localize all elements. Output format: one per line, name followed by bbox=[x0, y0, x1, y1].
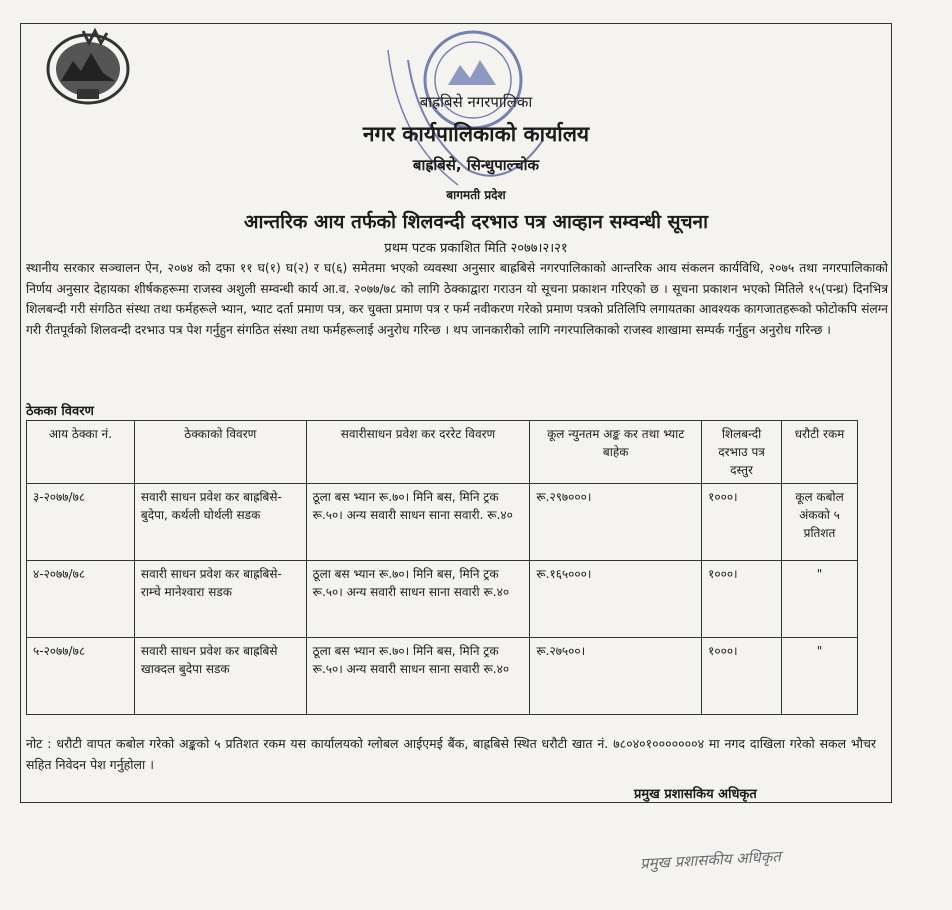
table-cell: रू.१६५०००। bbox=[530, 561, 702, 638]
table-cell: ४-२०७७/७८ bbox=[27, 561, 135, 638]
table-cell: सवारी साधन प्रवेश कर बाह्रबिसे खाक्दल बुदेपा सडक bbox=[134, 638, 306, 715]
handwritten-signature: प्रमुख प्रशासकीय अधिकृत bbox=[639, 847, 782, 873]
table-row bbox=[27, 561, 858, 638]
office-name: नगर कार्यपालिकाको कार्यालय bbox=[362, 122, 590, 146]
table-cell: रू.२९७०००। bbox=[530, 484, 702, 561]
table-header-row bbox=[27, 421, 858, 484]
contract-table bbox=[26, 420, 858, 715]
province-name: बागमती प्रदेश bbox=[446, 188, 506, 202]
table-cell: ३-२०७७/७८ bbox=[27, 484, 135, 561]
table-cell: सवारी साधन प्रवेश कर बाह्रबिसे-बुदेपा, कर्थली घोर्थली सडक bbox=[134, 484, 306, 561]
table-cell: " bbox=[782, 561, 858, 638]
table-cell: ठूला बस भ्यान रू.७०। मिनि बस, मिनि ट्रक रू.५०। अन्य सवारी साधन साना सवारी रू.४० bbox=[306, 638, 530, 715]
notice-title: आन्तरिक आय तर्फको शिलवन्दी दरभाउ पत्र आव्हान सम्वन्धी सूचना bbox=[243, 211, 709, 233]
column-header: कूल न्युनतम अङ्क कर तथा भ्याट बाहेक bbox=[530, 421, 702, 484]
table-row bbox=[27, 638, 858, 715]
table-cell: रू.२७५००। bbox=[530, 638, 702, 715]
table-cell: १०००। bbox=[702, 638, 782, 715]
table-cell: ५-२०७७/७८ bbox=[27, 638, 135, 715]
column-header: ठेक्काको विवरण bbox=[134, 421, 306, 484]
table-cell: कूल कबोल अंकको ५ प्रतिशत bbox=[782, 484, 858, 561]
municipality-name: बाह्रबिसे नगरपालिका bbox=[419, 93, 533, 111]
table-cell: " bbox=[782, 638, 858, 715]
table-cell: १०००। bbox=[702, 561, 782, 638]
table-cell: १०००। bbox=[702, 484, 782, 561]
office-location: बाह्रबिसे, सिन्धुपाल्चोक bbox=[412, 156, 540, 174]
table-caption: ठेकका विवरण bbox=[26, 404, 94, 419]
table-row bbox=[27, 484, 858, 561]
column-header: आय ठेक्का नं. bbox=[27, 421, 135, 484]
table-cell: सवारी साधन प्रवेश कर बाह्रबिसे-राम्चे मानेश्वारा सडक bbox=[134, 561, 306, 638]
publish-date: प्रथम पटक प्रकाशित मिति २०७७।२।२१ bbox=[384, 241, 568, 256]
column-header: सवारीसाधन प्रवेश कर दररेट विवरण bbox=[306, 421, 530, 484]
table-cell: ठूला बस भ्यान रू.७०। मिनि बस, मिनि ट्रक रू.५०। अन्य सवारी साधन साना सवारी रू.४० bbox=[306, 561, 530, 638]
deposit-note: नोट : धरौटी वापत कबोल गरेको अङ्कको ५ प्रतिशत रकम यस कार्यालयको ग्लोबल आईएमई बैंक, बाह्रबिसे स्थित धरौटी खात नं. ७८०४०१०००००००४ मा नगद दाखिला गरेको सकल भौचर सहित निवेदन पेश गर्नुहोला । bbox=[26, 736, 876, 772]
notice-body: स्थानीय सरकार सञ्चालन ऐन, २०७४ को दफा ११ घ(१) घ(२) र घ(६) समेतमा भएको व्यवस्था अनुसार बाह्रबिसे नगरपालिकाको आन्तरिक आय संकलन कार्यविधि, २०७५ तथा नगरपालिकाको निर्णय अनुसार देहायका शीर्षकहरूमा राजस्व अशुली सम्वन्धी कार्य आ.व. २०७७/७८ को लागि ठेक्काद्वारा गराउन यो सूचना प्रकाशन गरिएको छ । सूचना प्रकाशन भएको मितिले १५(पन्ध्र) दिनभित्र शिलबन्दी गरी संगठित संस्था तथा फर्महरूले भ्यान, भ्याट दर्ता प्रमाण पत्र, कर चुक्ता प्रमाण पत्र र फर्म नवीकरण गरेको प्रमाण पत्रको प्रतिलिपि लगायतका आवश्यक कागजातहरूको फोटोकपि संलग्न गरी रीतपूर्वको शिलवन्दी दरभाउ पत्र पेश गर्नुहुन संगठित संस्था तथा फर्महरूलाई अनुरोध गरिन्छ । थप जानकारीको लागि नगरपालिकाको राजस्व शाखामा सम्पर्क गर्नुहुन अनुरोध गरिन्छ । bbox=[26, 261, 888, 337]
signatory-title: प्रमुख प्रशासकिय अधिकृत bbox=[634, 787, 757, 802]
column-header: शिलबन्दी दरभाउ पत्र दस्तुर bbox=[702, 421, 782, 484]
table-cell: ठूला बस भ्यान रू.७०। मिनि बस, मिनि ट्रक रू.५०। अन्य सवारी साधन साना सवारी. रू.४० bbox=[306, 484, 530, 561]
column-header: धरौटी रकम bbox=[782, 421, 858, 484]
